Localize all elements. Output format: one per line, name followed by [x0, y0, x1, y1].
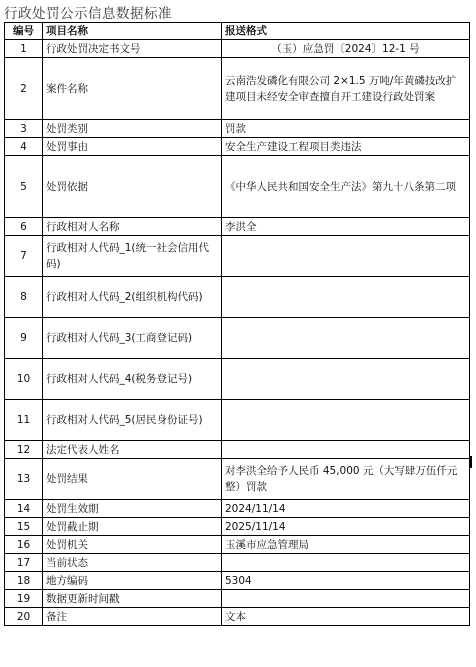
row-no: 7	[5, 236, 43, 277]
row-item: 处罚机关	[43, 536, 222, 554]
page-title: 行政处罚公示信息数据标准	[4, 6, 172, 22]
row-value: 5304	[222, 572, 470, 590]
edge-mark	[470, 456, 472, 468]
row-no: 1	[5, 40, 43, 58]
row-value: 2024/11/14	[222, 500, 470, 518]
header-item: 项目名称	[43, 23, 222, 40]
row-value: 安全生产建设工程项目类违法	[222, 138, 470, 156]
row-item: 案件名称	[43, 58, 222, 120]
row-value: 2025/11/14	[222, 518, 470, 536]
table-row	[5, 58, 470, 120]
row-value: 《中华人民共和国安全生产法》第九十八条第二项	[222, 156, 470, 218]
row-value	[222, 277, 470, 318]
data-standard-table	[4, 22, 470, 626]
row-no: 2	[5, 58, 43, 120]
table-header-row	[5, 23, 470, 40]
table-row	[5, 400, 470, 441]
row-value: （玉）应急罚〔2024〕12-1 号	[222, 40, 470, 58]
row-no: 10	[5, 359, 43, 400]
table-row	[5, 554, 470, 572]
table-row	[5, 40, 470, 58]
table-row	[5, 518, 470, 536]
row-item: 备注	[43, 608, 222, 626]
row-item: 行政相对人名称	[43, 218, 222, 236]
row-value	[222, 400, 470, 441]
row-item: 行政相对人代码_3(工商登记码)	[43, 318, 222, 359]
row-item: 地方编码	[43, 572, 222, 590]
row-no: 20	[5, 608, 43, 626]
row-value: 罚款	[222, 120, 470, 138]
table-row	[5, 459, 470, 500]
row-item: 处罚类别	[43, 120, 222, 138]
row-no: 19	[5, 590, 43, 608]
row-value	[222, 441, 470, 459]
table-body	[5, 40, 470, 626]
table-row	[5, 441, 470, 459]
row-no: 11	[5, 400, 43, 441]
row-no: 15	[5, 518, 43, 536]
row-no: 6	[5, 218, 43, 236]
row-no: 13	[5, 459, 43, 500]
table-row	[5, 277, 470, 318]
row-value	[222, 554, 470, 572]
row-value: 玉溪市应急管理局	[222, 536, 470, 554]
table-row	[5, 236, 470, 277]
row-item: 行政相对人代码_4(税务登记号)	[43, 359, 222, 400]
row-item: 行政相对人代码_2(组织机构代码)	[43, 277, 222, 318]
table-row	[5, 156, 470, 218]
row-item: 行政相对人代码_5(居民身份证号)	[43, 400, 222, 441]
table-row	[5, 218, 470, 236]
row-item: 法定代表人姓名	[43, 441, 222, 459]
table-row	[5, 536, 470, 554]
row-item: 处罚截止期	[43, 518, 222, 536]
table-row	[5, 608, 470, 626]
row-no: 14	[5, 500, 43, 518]
row-item: 行政相对人代码_1(统一社会信用代码)	[43, 236, 222, 277]
row-no: 12	[5, 441, 43, 459]
row-no: 18	[5, 572, 43, 590]
table-row	[5, 590, 470, 608]
row-no: 9	[5, 318, 43, 359]
row-value	[222, 590, 470, 608]
row-value: 对李洪全给予人民币 45,000 元（大写肆万伍仟元整）罚款	[222, 459, 470, 500]
row-item: 处罚依据	[43, 156, 222, 218]
row-item: 处罚结果	[43, 459, 222, 500]
header-value: 报送格式	[222, 23, 470, 40]
table-row	[5, 500, 470, 518]
row-no: 16	[5, 536, 43, 554]
row-no: 8	[5, 277, 43, 318]
table-row	[5, 138, 470, 156]
table-row	[5, 572, 470, 590]
row-item: 处罚事由	[43, 138, 222, 156]
row-value	[222, 236, 470, 277]
header-no: 编号	[5, 23, 43, 40]
row-item: 行政处罚决定书文号	[43, 40, 222, 58]
row-item: 处罚生效期	[43, 500, 222, 518]
table-row	[5, 318, 470, 359]
row-item: 数据更新时间戳	[43, 590, 222, 608]
table-row	[5, 120, 470, 138]
row-item: 当前状态	[43, 554, 222, 572]
row-no: 3	[5, 120, 43, 138]
row-no: 17	[5, 554, 43, 572]
table-row	[5, 359, 470, 400]
row-value	[222, 318, 470, 359]
row-no: 5	[5, 156, 43, 218]
row-value: 文本	[222, 608, 470, 626]
row-no: 4	[5, 138, 43, 156]
row-value	[222, 359, 470, 400]
row-value: 李洪全	[222, 218, 470, 236]
row-value: 云南浩发磷化有限公司 2×1.5 万吨/年黄磷技改扩建项目未经安全审查擅自开工建设行政处罚案	[222, 58, 470, 120]
